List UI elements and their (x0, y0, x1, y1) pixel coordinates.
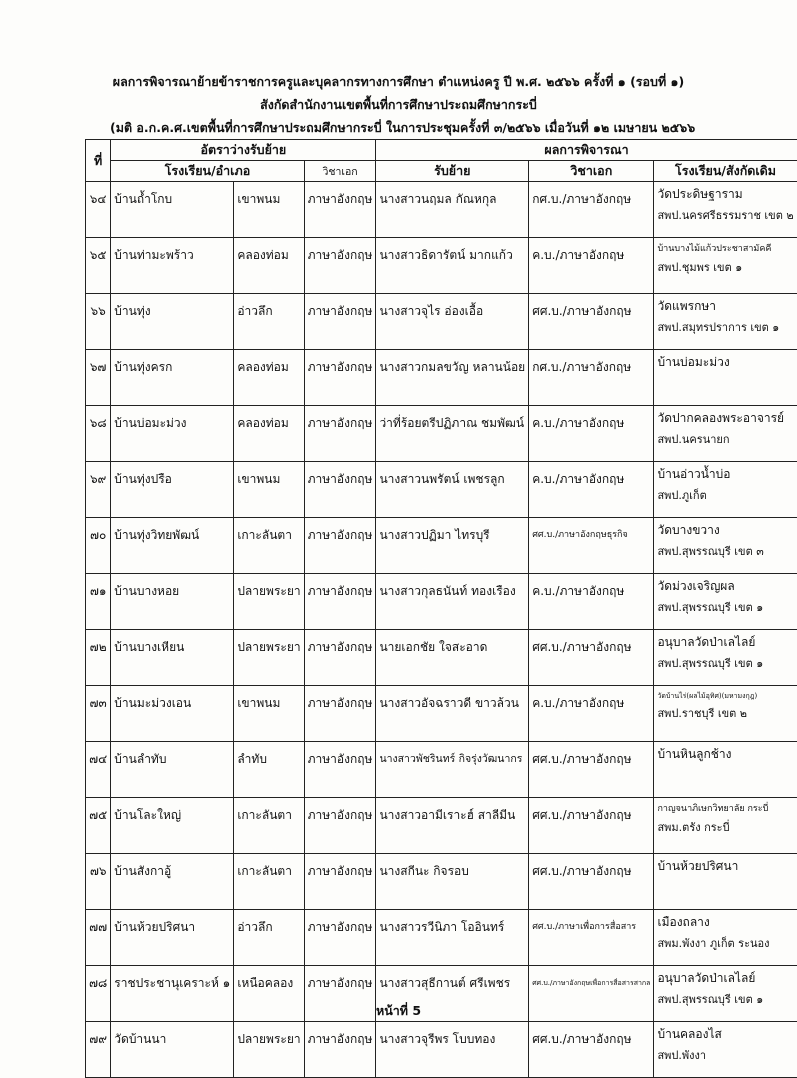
teacher-name-cell (376, 854, 529, 910)
teacher-name: นางสาวนฤมล กัณหกุล (379, 192, 496, 206)
origin-school: บ้านหินลูกช้าง (657, 748, 793, 762)
group-header-result: ผลการพิจารณา (376, 140, 797, 161)
table-row (86, 686, 797, 742)
teacher-major-cell (529, 406, 654, 462)
vacancy-major-cell (304, 798, 376, 854)
vacancy-major-cell (304, 686, 376, 742)
teacher-major-cell (529, 798, 654, 854)
teacher-major: ค.บ./ภาษาอังกฤษ (532, 248, 624, 262)
teacher-major: ศศ.บ./ภาษาอังกฤษธุรกิจ (532, 530, 628, 540)
table-row (86, 518, 797, 574)
vacancy-major-cell (304, 574, 376, 630)
school-name: บ้านบางหอย (114, 584, 179, 598)
row-number: ๖๙ (90, 472, 106, 486)
teacher-major-cell (529, 182, 654, 238)
teacher-major: ศศ.บ./ภาษาอังกฤษ (532, 640, 631, 654)
origin-school: บ้านอ่าวน้ำบ่อ (657, 468, 793, 482)
district-name: คลองท่อม (237, 248, 288, 262)
teacher-major-cell (529, 518, 654, 574)
teacher-name-cell (376, 910, 529, 966)
transfer-table (85, 139, 797, 1078)
teacher-major-cell (529, 1022, 654, 1078)
vacancy-major-cell (304, 518, 376, 574)
origin-office: สพป.ภูเก็ต (657, 490, 793, 503)
district-name: ปลายพระยา (237, 584, 300, 598)
teacher-name-cell (376, 630, 529, 686)
district-name-cell (234, 630, 304, 686)
col-header-transfer: รับย้าย (376, 161, 529, 182)
teacher-major: ค.บ./ภาษาอังกฤษ (532, 472, 624, 486)
vacancy-major: ภาษาอังกฤษ (308, 360, 373, 374)
vacancy-major-cell (304, 910, 376, 966)
row-number: ๖๔ (90, 192, 107, 206)
district-name: ลำทับ (237, 752, 267, 766)
row-number-cell (86, 238, 111, 294)
vacancy-major: ภาษาอังกฤษ (308, 192, 373, 206)
teacher-major: ค.บ./ภาษาอังกฤษ (532, 696, 624, 710)
vacancy-major-cell (304, 294, 376, 350)
vacancy-major-cell (304, 1022, 376, 1078)
vacancy-major: ภาษาอังกฤษ (308, 864, 373, 878)
vacancy-major: ภาษาอังกฤษ (308, 248, 373, 262)
vacancy-major-cell (304, 854, 376, 910)
table-row (86, 910, 797, 966)
teacher-name-cell (376, 462, 529, 518)
school-name-cell (111, 686, 234, 742)
table-row (86, 574, 797, 630)
origin-cell (654, 406, 797, 462)
teacher-major-cell (529, 574, 654, 630)
teacher-name: นางสาวจุรีพร โบบทอง (379, 1032, 495, 1046)
teacher-major: กศ.บ./ภาษาอังกฤษ (532, 192, 631, 206)
origin-cell (654, 854, 797, 910)
origin-school: บ้านบางไม้แก้วประชาสามัคคี (657, 244, 793, 254)
district-name: เขาพนม (237, 192, 280, 206)
district-name-cell (234, 798, 304, 854)
row-number-cell (86, 574, 111, 630)
vacancy-major: ภาษาอังกฤษ (308, 752, 373, 766)
district-name: เหนือคลอง (237, 976, 293, 990)
row-number-cell (86, 182, 111, 238)
row-number-cell (86, 1022, 111, 1078)
school-name: บ้านทุ่งวิทยพัฒน์ (114, 528, 199, 542)
origin-office: สพป.ราชบุรี เขต ๒ (657, 708, 793, 721)
teacher-major: ศศ.บ./ภาษาอังกฤษ (532, 752, 631, 766)
origin-school: อนุบาลวัดป่าเลไลย์ (657, 636, 793, 650)
origin-school: บ้านบ่อมะม่วง (657, 356, 793, 370)
vacancy-major: ภาษาอังกฤษ (308, 1032, 373, 1046)
school-name-cell (111, 1022, 234, 1078)
origin-office: สพป.พังงา (657, 1050, 793, 1063)
origin-school: บ้านคลองไส (657, 1028, 793, 1042)
school-name: บ้านลำทับ (114, 752, 166, 766)
school-name: บ้านทุ่งปรือ (114, 472, 172, 486)
teacher-name-cell (376, 350, 529, 406)
origin-school: เมืองถลาง (657, 916, 793, 930)
row-number-cell (86, 854, 111, 910)
vacancy-major: ภาษาอังกฤษ (308, 472, 373, 486)
group-header-vacancy: อัตราว่างรับย้าย (111, 140, 376, 161)
district-name-cell (234, 294, 304, 350)
teacher-major-cell (529, 462, 654, 518)
table-row (86, 630, 797, 686)
school-name-cell (111, 406, 234, 462)
school-name-cell (111, 462, 234, 518)
table-row (86, 462, 797, 518)
school-name-cell (111, 238, 234, 294)
teacher-name-cell (376, 742, 529, 798)
table-row (86, 350, 797, 406)
teacher-major: ค.บ./ภาษาอังกฤษ (532, 584, 624, 598)
origin-school: อนุบาลวัดป่าเลไลย์ (657, 972, 793, 986)
school-name-cell (111, 574, 234, 630)
origin-school: วัดบ้านไร่(ผลไม้อุทิศ)(มหามงกุฎ) (657, 692, 793, 700)
teacher-major: ค.บ./ภาษาอังกฤษ (532, 416, 624, 430)
origin-cell (654, 630, 797, 686)
table-row (86, 294, 797, 350)
row-number: ๗๑ (90, 584, 107, 598)
school-name-cell (111, 294, 234, 350)
district-name: เขาพนม (237, 696, 280, 710)
school-name: บ้านสังกาอู้ (114, 864, 171, 878)
row-number-cell (86, 630, 111, 686)
origin-cell (654, 182, 797, 238)
teacher-major-cell (529, 854, 654, 910)
origin-cell (654, 742, 797, 798)
origin-school: วัดปากคลองพระอาจารย์ (657, 412, 793, 426)
table-row (86, 798, 797, 854)
teacher-name: นางสาวกมลขวัญ หลานน้อย (379, 360, 525, 374)
row-number-cell (86, 798, 111, 854)
origin-school: วัดบางขวาง (657, 524, 793, 538)
origin-school: วัดม่วงเจริญผล (657, 580, 793, 594)
teacher-major-cell (529, 686, 654, 742)
table-row (86, 238, 797, 294)
row-number: ๗๒ (90, 640, 107, 654)
col-header-origin: โรงเรียน/สังกัดเดิม (654, 161, 797, 182)
table-row (86, 406, 797, 462)
row-number: ๗๙ (89, 1032, 107, 1046)
row-number-cell (86, 406, 111, 462)
district-name: ปลายพระยา (237, 640, 300, 654)
vacancy-major-cell (304, 182, 376, 238)
origin-office: สพป.สุพรรณบุรี เขต ๑ (657, 994, 793, 1007)
teacher-major-cell (529, 742, 654, 798)
district-name: อ่าวลึก (237, 304, 272, 318)
school-name-cell (111, 518, 234, 574)
district-name: คลองท่อม (237, 360, 288, 374)
doc-subtitle: สังกัดสำนักงานเขตพื้นที่การศึกษาประถมศึกษากระบี่ (0, 95, 797, 115)
school-name: วัดบ้านนา (114, 1032, 166, 1046)
teacher-name: ว่าที่ร้อยตรีปฏิภาณ ชมพัฒน์ (379, 416, 524, 430)
school-name-cell (111, 350, 234, 406)
teacher-name-cell (376, 798, 529, 854)
teacher-major: ศศ.บ./ภาษาอังกฤษเพื่อการสื่อสารสากล (532, 979, 650, 987)
district-name: ปลายพระยา (237, 1032, 300, 1046)
col-header-no: ที่ (86, 140, 111, 182)
teacher-name: นางสาวจุไร อ่องเอื้อ (379, 304, 483, 318)
col-header-school: โรงเรียน/อำเภอ (111, 161, 304, 182)
teacher-name: นางสาวกุลธนันท์ ทองเรือง (379, 584, 515, 598)
teacher-major-cell (529, 910, 654, 966)
vacancy-major: ภาษาอังกฤษ (308, 640, 373, 654)
vacancy-major-cell (304, 630, 376, 686)
teacher-name-cell (376, 182, 529, 238)
teacher-name-cell (376, 406, 529, 462)
school-name-cell (111, 854, 234, 910)
origin-school: วัดแพรกษา (657, 300, 793, 314)
row-number: ๗๔ (89, 752, 107, 766)
district-name-cell (234, 406, 304, 462)
col-header-major: วิชาเอก (304, 161, 376, 182)
row-number: ๖๘ (90, 416, 107, 430)
page-number: หน้าที่ 5 (0, 1001, 797, 1021)
school-name: บ้านโละใหญ่ (114, 808, 181, 822)
table-row (86, 742, 797, 798)
vacancy-major-cell (304, 742, 376, 798)
row-number: ๗๖ (90, 864, 107, 878)
origin-office: สพป.สุพรรณบุรี เขต ๑ (657, 658, 793, 671)
row-number-cell (86, 686, 111, 742)
row-number: ๗๕ (89, 808, 107, 822)
origin-school: วัดประดิษฐาราม (657, 188, 793, 202)
district-name-cell (234, 742, 304, 798)
teacher-major: ศศ.บ./ภาษาเพื่อการสื่อสาร (532, 922, 636, 932)
row-number-cell (86, 742, 111, 798)
teacher-name: นางสาวพัชรินทร์ กิจรุ่งวัฒนากร (379, 753, 522, 765)
teacher-major: กศ.บ./ภาษาอังกฤษ (532, 360, 631, 374)
origin-cell (654, 798, 797, 854)
row-number-cell (86, 294, 111, 350)
row-number: ๖๕ (90, 248, 107, 262)
row-number-cell (86, 910, 111, 966)
row-number: ๖๖ (91, 304, 106, 318)
origin-office: สพป.สุพรรณบุรี เขต ๑ (657, 602, 793, 615)
origin-office: สพป.ชุมพร เขต ๑ (657, 262, 793, 275)
school-name: บ้านบางเหียน (114, 640, 184, 654)
district-name-cell (234, 350, 304, 406)
school-name-cell (111, 742, 234, 798)
district-name-cell (234, 574, 304, 630)
vacancy-major: ภาษาอังกฤษ (308, 920, 373, 934)
row-number: ๗๐ (90, 528, 106, 542)
row-number: ๗๘ (89, 976, 107, 990)
teacher-name-cell (376, 518, 529, 574)
vacancy-major-cell (304, 350, 376, 406)
district-name-cell (234, 462, 304, 518)
teacher-name: นางสาวอามีเราะฮ์ สาลีมีน (379, 808, 515, 822)
origin-cell (654, 1022, 797, 1078)
district-name-cell (234, 238, 304, 294)
teacher-name-cell (376, 574, 529, 630)
teacher-major-cell (529, 350, 654, 406)
origin-office: สพป.นครศรีธรรมราช เขต ๒ (657, 210, 793, 223)
teacher-name: นางสาวรวีนิภา โออินทร์ (379, 920, 504, 934)
row-number: ๗๗ (89, 920, 107, 934)
teacher-major-cell (529, 238, 654, 294)
school-name-cell (111, 630, 234, 686)
vacancy-major: ภาษาอังกฤษ (308, 528, 373, 542)
origin-cell (654, 350, 797, 406)
origin-cell (654, 574, 797, 630)
teacher-name-cell (376, 238, 529, 294)
school-name: บ้านท่ามะพร้าว (114, 248, 193, 262)
origin-cell (654, 910, 797, 966)
teacher-name-cell (376, 294, 529, 350)
origin-office: สพม.ตรัง กระบี่ (657, 822, 793, 835)
teacher-major-cell (529, 630, 654, 686)
origin-school: กาญจนาภิเษกวิทยาลัย กระบี่ (657, 804, 793, 814)
teacher-major: ศศ.บ./ภาษาอังกฤษ (532, 808, 631, 822)
origin-office: สพป.สุพรรณบุรี เขต ๓ (657, 546, 793, 559)
district-name-cell (234, 686, 304, 742)
district-name: เกาะลันตา (237, 864, 292, 878)
vacancy-major: ภาษาอังกฤษ (308, 976, 373, 990)
vacancy-major: ภาษาอังกฤษ (308, 808, 373, 822)
origin-office: สพป.สมุทรปราการ เขต ๑ (657, 322, 793, 335)
vacancy-major-cell (304, 462, 376, 518)
col-header-major2: วิชาเอก (529, 161, 654, 182)
table-row (86, 182, 797, 238)
teacher-major: ศศ.บ./ภาษาอังกฤษ (532, 304, 631, 318)
table-row (86, 1022, 797, 1078)
origin-cell (654, 686, 797, 742)
school-name: บ้านทุ่งครก (114, 360, 172, 374)
school-name: บ้านถ้ำโกบ (114, 192, 172, 206)
teacher-major-cell (529, 294, 654, 350)
teacher-name: นางสาวนพรัตน์ เพชรลูก (379, 472, 504, 486)
teacher-name-cell (376, 1022, 529, 1078)
school-name: บ้านมะม่วงเอน (114, 696, 191, 710)
origin-cell (654, 294, 797, 350)
doc-resolution: (มติ อ.ก.ค.ศ.เขตพื้นที่การศึกษาประถมศึกษากระบี่ ในการประชุมครั้งที่ ๓/๒๕๖๖ เมื่อวันที่ ๑๒ เมษายน ๒๕๖๖ (110, 118, 695, 138)
row-number-cell (86, 462, 111, 518)
school-name: ราชประชานุเคราะห์ ๑ (114, 976, 230, 990)
teacher-name: นางสกีนะ กิจรอบ (379, 864, 468, 878)
district-name-cell (234, 518, 304, 574)
origin-cell (654, 238, 797, 294)
teacher-name: นางสาวอัจฉราวดี ขาวล้วน (379, 696, 519, 710)
origin-cell (654, 518, 797, 574)
district-name-cell (234, 854, 304, 910)
row-number: ๖๗ (90, 360, 107, 374)
origin-office: สพม.พังงา ภูเก็ต ระนอง (657, 938, 793, 951)
teacher-major: ศศ.บ./ภาษาอังกฤษ (532, 864, 631, 878)
school-name: บ้านทุ่ง (114, 304, 150, 318)
teacher-name: นางสาวปฏิมา ไทรบุรี (379, 528, 489, 542)
school-name: บ้านบ่อมะม่วง (114, 416, 186, 430)
district-name: เขาพนม (237, 472, 280, 486)
district-name-cell (234, 1022, 304, 1078)
row-number-cell (86, 518, 111, 574)
row-number: ๗๓ (90, 696, 107, 710)
teacher-name: นางสาวธิดารัตน์ มากแก้ว (379, 248, 512, 262)
teacher-name: นางสาวสุธีกานต์ ศรีเพชร (379, 976, 510, 990)
district-name-cell (234, 182, 304, 238)
origin-office: สพป.นครนายก (657, 434, 793, 447)
origin-school: บ้านห้วยปริศนา (657, 860, 793, 874)
row-number-cell (86, 350, 111, 406)
school-name-cell (111, 182, 234, 238)
teacher-name-cell (376, 686, 529, 742)
district-name-cell (234, 910, 304, 966)
vacancy-major: ภาษาอังกฤษ (308, 304, 373, 318)
teacher-major: ศศ.บ./ภาษาอังกฤษ (532, 1032, 631, 1046)
school-name-cell (111, 910, 234, 966)
school-name: บ้านห้วยปริศนา (114, 920, 195, 934)
doc-title: ผลการพิจารณาย้ายข้าราชการครูและบุคลากรทางการศึกษา ตำแหน่งครู ปี พ.ศ. ๒๕๖๖ ครั้งที่ ๑ (รอบที่ ๑) (0, 72, 797, 92)
vacancy-major: ภาษาอังกฤษ (308, 416, 373, 430)
teacher-name: นายเอกชัย ใจสะอาด (379, 640, 487, 654)
vacancy-major: ภาษาอังกฤษ (308, 584, 373, 598)
district-name: เกาะลันตา (237, 808, 292, 822)
district-name: อ่าวลึก (237, 920, 272, 934)
table-row (86, 854, 797, 910)
vacancy-major: ภาษาอังกฤษ (308, 696, 373, 710)
district-name: เกาะลันตา (237, 528, 292, 542)
vacancy-major-cell (304, 406, 376, 462)
district-name: คลองท่อม (237, 416, 288, 430)
vacancy-major-cell (304, 238, 376, 294)
school-name-cell (111, 798, 234, 854)
origin-cell (654, 462, 797, 518)
